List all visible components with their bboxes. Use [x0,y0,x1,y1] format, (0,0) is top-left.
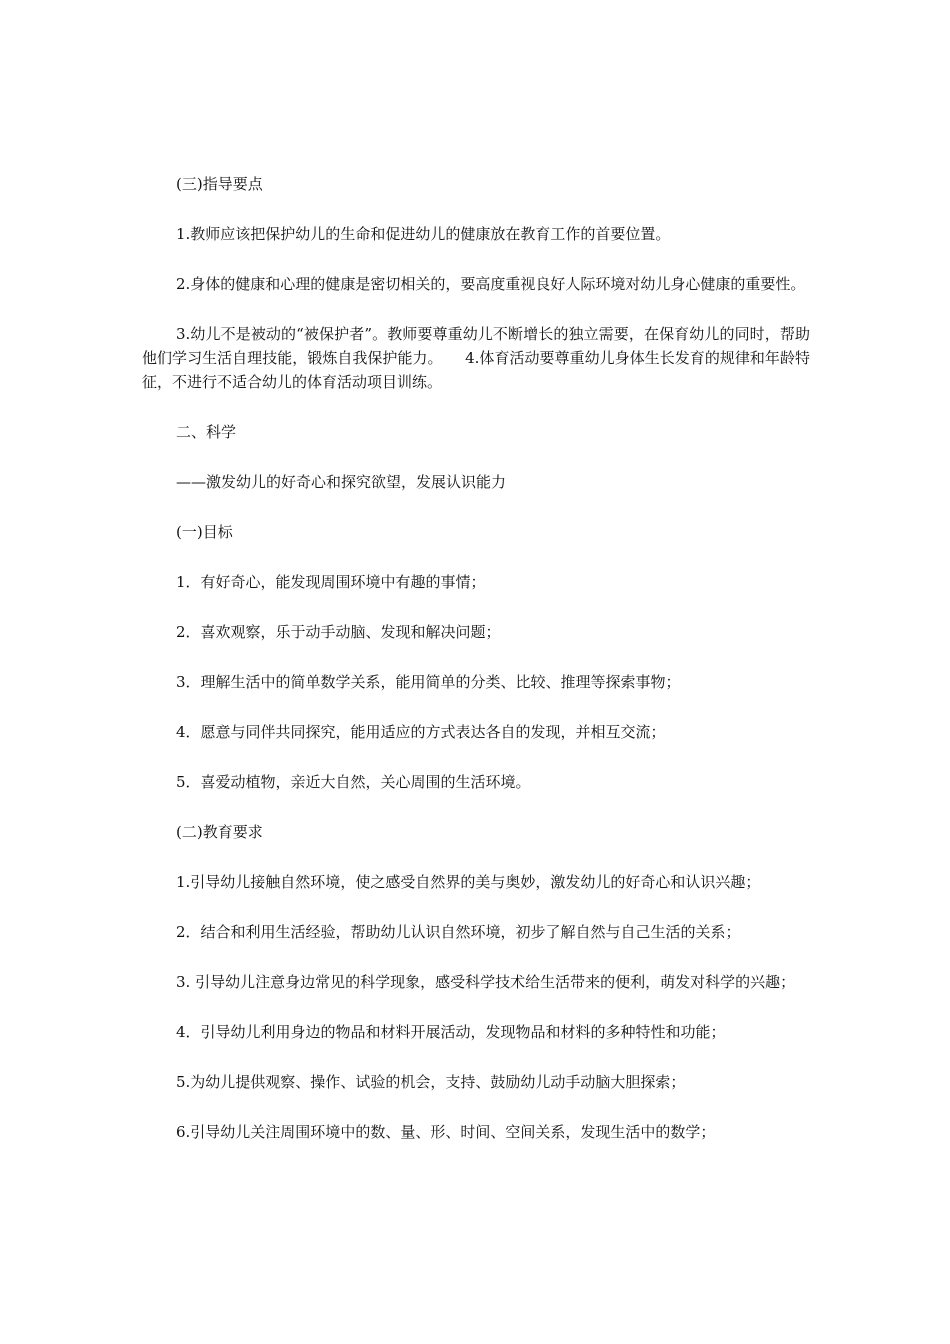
goal-item-2: 2．喜欢观察，乐于动手动脑、发现和解决问题； [176,623,501,641]
section-heading-guidance: (三)指导要点 [176,175,263,193]
guidance-point-3-4: 3.幼儿不是被动的“被保护者”。教师要尊重幼儿不断增长的独立需要，在保育幼儿的同时，帮助他们学习生活自理技能，锻炼自我保护能力。 4.体育活动要尊重幼儿身体生长发育的规律和年龄特征，不进行不适合幼儿的体育活动项目训练。 [142,325,810,391]
requirement-item-6: 6.引导幼儿关注周围环境中的数、量、形、时间、空间关系，发现生活中的数学； [176,1123,716,1141]
guidance-point-2: 2.身体的健康和心理的健康是密切相关的，要高度重视良好人际环境对幼儿身心健康的重要性。 [176,275,806,293]
section-heading-science: 二、科学 [176,423,237,441]
requirement-item-4: 4．引导幼儿利用身边的物品和材料开展活动，发现物品和材料的多种特性和功能； [176,1023,726,1041]
goal-item-4: 4．愿意与同伴共同探究，能用适应的方式表达各自的发现，并相互交流； [176,723,666,741]
science-subtitle: ——激发幼儿的好奇心和探究欲望，发展认识能力 [176,473,507,491]
requirement-item-5: 5.为幼儿提供观察、操作、试验的机会，支持、鼓励幼儿动手动脑大胆探索； [176,1073,686,1091]
document-page [142,172,810,1170]
requirement-item-3: 3. 引导幼儿注意身边常见的科学现象，感受科学技术给生活带来的便利，萌发对科学的兴趣； [176,973,796,991]
requirement-item-1: 1.引导幼儿接触自然环境，使之感受自然界的美与奥妙，激发幼儿的好奇心和认识兴趣； [176,873,761,891]
section-heading-goals: (一)目标 [176,523,233,541]
goal-item-1: 1．有好奇心，能发现周围环境中有趣的事情； [176,573,486,591]
requirement-item-2: 2．结合和利用生活经验，帮助幼儿认识自然环境，初步了解自然与自己生活的关系； [176,923,741,941]
guidance-point-1: 1.教师应该把保护幼儿的生命和促进幼儿的健康放在教育工作的首要位置。 [176,225,671,243]
section-heading-requirements: (二)教育要求 [176,823,263,841]
goal-item-5: 5．喜爱动植物，亲近大自然，关心周围的生活环境。 [176,773,531,791]
goal-item-3: 3．理解生活中的简单数学关系，能用简单的分类、比较、推理等探索事物； [176,673,681,691]
